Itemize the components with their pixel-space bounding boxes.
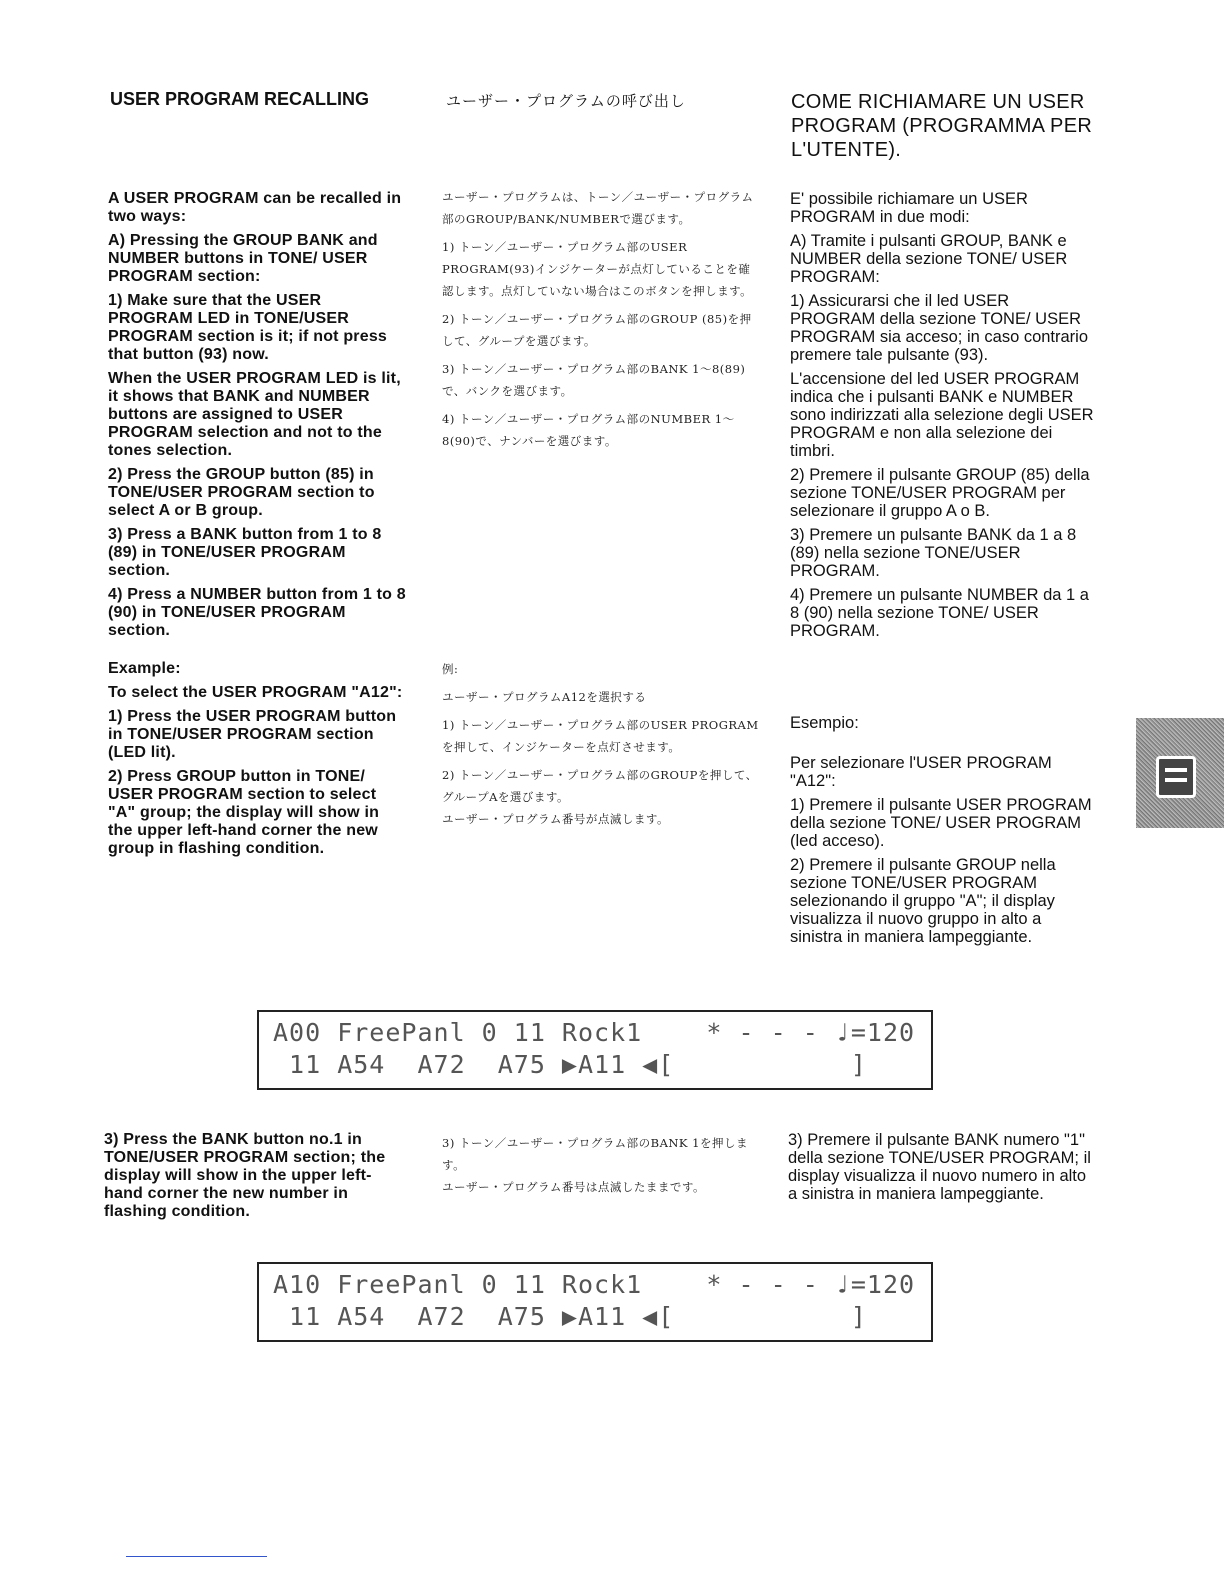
it-note: L'accensione del led USER PROGRAM indica che i pulsanti BANK e NUMBER sono indirizzati alla selezione degli USER PROGRAM e non alla selezione dei timbri. — [790, 370, 1094, 460]
jp-step-3: 3) トーン／ユーザー・プログラム部のBANK 1～8(89)で、バンクを選びます。 — [442, 362, 746, 398]
it-step-4: 4) Premere un pulsante NUMBER da 1 a 8 (90) nella sezione TONE/ USER PROGRAM. — [790, 586, 1089, 640]
it-example-3: 3) Premere il pulsante BANK numero "1" della sezione TONE/USER PROGRAM; il display visualizza il nuovo numero in alto a sinistra in maniera lampeggiante. — [788, 1131, 1091, 1203]
it-step-1: 1) Assicurarsi che il led USER PROGRAM della sezione TONE/ USER PROGRAM sia acceso; in caso contrario premere tale pulsante (93). — [790, 292, 1089, 364]
en-example-sub: To select the USER PROGRAM "A12": — [108, 684, 403, 701]
en-step-4: 4) Press a NUMBER button from 1 to 8 (90) in TONE/USER PROGRAM section. — [108, 586, 406, 639]
it-step-2: 2) Premere il pulsante GROUP (85) della sezione TONE/USER PROGRAM per selezionare il gruppo A o B. — [790, 466, 1090, 520]
lcd-display-1 — [257, 1010, 933, 1090]
en-step-2: 2) Press the GROUP button (85) in TONE/USER PROGRAM section to select A or B group. — [108, 466, 375, 519]
it-example-head: Esempio: — [790, 714, 859, 732]
lcd-1-row-1: A00 FreePanl 0 11 Rock1 * - - - ♩=120 — [273, 1018, 916, 1047]
chapter-6-icon — [1156, 756, 1196, 798]
it-example-sub: Per selezionare l'USER PROGRAM "A12": — [790, 754, 1052, 790]
italian-example — [790, 714, 1094, 952]
en-example-1: 1) Press the USER PROGRAM button in TONE/USER PROGRAM section (LED lit). — [108, 708, 397, 761]
jp-step-1: 1) トーン／ユーザー・プログラム部のUSER PROGRAM(93)インジケーターが点灯していることを確認します。点灯していない場合はこのボタンを押します。 — [442, 240, 753, 298]
jp-intro: ユーザー・プログラムは、トーン／ユーザー・プログラム部のGROUP/BANK/NUMBERで選びます。 — [442, 190, 754, 226]
en-example-2: 2) Press GROUP button in TONE/ USER PROGRAM section to select "A" group; the display will show in the upper left-hand corner the new group in flashing condition. — [108, 768, 380, 857]
en-example-head: Example: — [108, 660, 181, 677]
en-note: When the USER PROGRAM LED is lit, it shows that BANK and NUMBER buttons are assigned to USER PROGRAM selection and not to the tones selection. — [108, 370, 401, 459]
jp-step-4: 4) トーン／ユーザー・プログラム部のNUMBER 1～8(90)で、ナンバーを選びます。 — [442, 412, 735, 448]
chapter-tab — [1136, 718, 1224, 828]
english-column — [108, 190, 408, 646]
italian-column — [790, 190, 1094, 646]
it-example-2: 2) Premere il pulsante GROUP nella sezione TONE/USER PROGRAM selezionando il gruppo "A"; il display visualizza il nuovo gruppo in alto a sinistra in maniera lampeggiante. — [790, 856, 1056, 946]
title-italian: COME RICHIAMARE UN USER PROGRAM (PROGRAMMA PER L'UTENTE). — [791, 91, 1093, 161]
lcd-display-2 — [257, 1262, 933, 1342]
lcd-1-row-2: 11 A54 A72 A75 ▶A11 ◀[ ] — [273, 1050, 867, 1079]
jp-example-3b: ユーザー・プログラム番号は点滅したままです。 — [442, 1180, 705, 1194]
lcd-2-row-1: A10 FreePanl 0 11 Rock1 * - - - ♩=120 — [273, 1270, 916, 1299]
jp-example-head: 例: — [442, 662, 459, 676]
jp-example-1: 1) トーン／ユーザー・プログラム部のUSER PROGRAMを押して、インジケーターを点灯させます。 — [442, 718, 759, 754]
lcd-2-row-2: 11 A54 A72 A75 ▶A11 ◀[ ] — [273, 1302, 867, 1331]
jp-example-2: 2) トーン／ユーザー・プログラム部のGROUPを押して、グループAを選びます。 — [442, 768, 758, 804]
en-intro: A USER PROGRAM can be recalled in two ways: — [108, 190, 402, 225]
en-method-a: A) Pressing the GROUP BANK and NUMBER buttons in TONE/ USER PROGRAM section: — [108, 232, 378, 285]
jp-example-3: 3) トーン／ユーザー・プログラム部のBANK 1を押します。 — [442, 1136, 748, 1172]
it-example-1: 1) Premere il pulsante USER PROGRAM della sezione TONE/ USER PROGRAM (led acceso). — [790, 796, 1092, 850]
it-intro: E' possibile richiamare un USER PROGRAM in due modi: — [790, 190, 1028, 226]
it-step-3: 3) Premere un pulsante BANK da 1 a 8 (89) nella sezione TONE/USER PROGRAM. — [790, 526, 1077, 580]
jp-example-sub: ユーザー・プログラムA12を選択する — [442, 690, 647, 704]
it-method-a: A) Tramite i pulsanti GROUP, BANK e NUMBER della sezione TONE/ USER PROGRAM: — [790, 232, 1068, 286]
english-example — [108, 660, 408, 864]
en-step-3: 3) Press a BANK button from 1 to 8 (89) in TONE/USER PROGRAM section. — [108, 526, 382, 579]
title-japanese: ユーザー・プログラムの呼び出し — [446, 92, 686, 110]
jp-example-2b: ユーザー・プログラム番号が点滅します。 — [442, 812, 669, 826]
jp-step-2: 2) トーン／ユーザー・プログラム部のGROUP (85)を押して、グループを選びます。 — [442, 312, 752, 348]
japanese-column — [442, 186, 760, 458]
japanese-example — [442, 658, 760, 836]
en-example-3: 3) Press the BANK button no.1 in TONE/USER PROGRAM section; the display will show in the upper left-hand corner the new number in flashing condition. — [104, 1131, 386, 1220]
en-step-1: 1) Make sure that the USER PROGRAM LED in TONE/USER PROGRAM section is it; if not press that button (93) now. — [108, 292, 388, 363]
title-english: USER PROGRAM RECALLING — [110, 89, 370, 109]
jp-example-3-block — [442, 1132, 760, 1204]
footer-line — [126, 1556, 267, 1557]
